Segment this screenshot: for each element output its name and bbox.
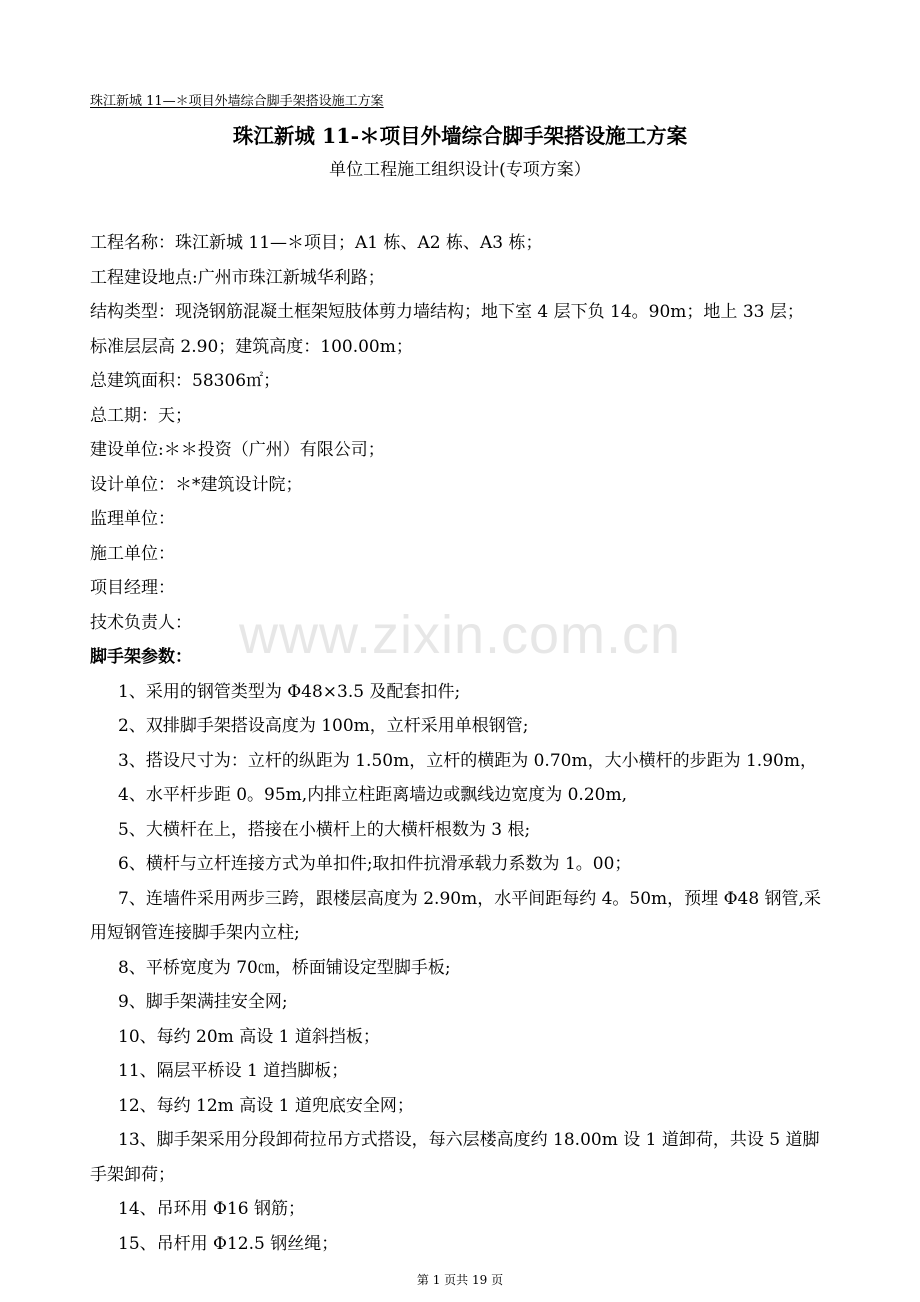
- param-item: 2、双排脚手架搭设高度为 100m，立杆采用单根钢管;: [118, 716, 529, 736]
- page-number-footer: 第 1 页共 19 页: [416, 1273, 504, 1287]
- running-header: 珠江新城 11—＊项目外墙综合脚手架搭设施工方案: [90, 94, 384, 109]
- document-body: [90, 226, 840, 1261]
- param-item: 8、平桥宽度为 70㎝，桥面铺设定型脚手板;: [118, 957, 451, 978]
- info-technical-lead: 技术负责人：: [90, 612, 192, 633]
- info-designer: 设计单位：＊*建筑设计院；: [90, 474, 303, 495]
- param-item: 5、大横杆在上，搭接在小横杆上的大横杆根数为 3 根;: [118, 819, 531, 840]
- document-subtitle: 单位工程施工组织设计(专项方案）: [329, 160, 591, 180]
- info-owner: 建设单位:＊＊投资（广州）有限公司；: [90, 440, 385, 460]
- param-item: 1、采用的钢管类型为 Φ48×3.5 及配套扣件;: [118, 681, 461, 702]
- params-heading: 脚手架参数：: [90, 647, 192, 667]
- param-item: 4、水平杆步距 0。95m,内排立柱距离墙边或飘线边宽度为 0.20m,: [118, 785, 627, 805]
- document-title: 珠江新城 11-＊项目外墙综合脚手架搭设施工方案: [232, 124, 688, 148]
- info-supervisor: 监理单位：: [90, 509, 175, 529]
- info-contractor: 施工单位：: [90, 543, 175, 564]
- info-duration: 总工期：天；: [90, 405, 192, 426]
- info-location: 工程建设地点:广州市珠江新城华利路；: [90, 267, 385, 288]
- param-item: 15、吊杆用 Φ12.5 钢丝绳；: [118, 1233, 339, 1254]
- param-item: 3、搭设尺寸为：立杆的纵距为 1.50m，立杆的横距为 0.70m，大小横杆的步距为 1.90m，: [118, 750, 817, 771]
- param-item: 14、吊环用 Φ16 钢筋；: [118, 1199, 306, 1219]
- param-item: 13、脚手架采用分段卸荷拉吊方式搭设，每六层楼高度约 18.00m 设 1 道卸荷，共设 5 道脚手架卸荷；: [90, 1130, 820, 1185]
- info-project-manager: 项目经理：: [90, 578, 175, 598]
- param-item: 6、横杆与立杆连接方式为单扣件;取扣件抗滑承载力系数为 1。00；: [118, 854, 632, 874]
- info-structure-type: 结构类型：现浇钢筋混凝土框架短肢体剪力墙结构；地下室 4 层下负 14。90m；地上 33 层；: [90, 302, 804, 322]
- param-item: 7、连墙件采用两步三跨，跟楼层高度为 2.90m，水平间距每约 4。50m，预埋 Φ48 钢管,采用短钢管连接脚手架内立柱;: [90, 888, 821, 943]
- param-item: 9、脚手架满挂安全网;: [118, 992, 288, 1012]
- info-total-area: 总建筑面积：58306㎡；: [90, 371, 281, 391]
- info-project-name: 工程名称：珠江新城 11—＊项目；A1 栋、A2 栋、A3 栋；: [90, 233, 543, 253]
- info-floor-height: 标准层层高 2.90；建筑高度：100.00m；: [90, 336, 413, 357]
- watermark: www.zixin.com.cn: [238, 605, 682, 665]
- param-item: 10、每约 20m 高设 1 道斜挡板；: [118, 1026, 380, 1047]
- param-item: 12、每约 12m 高设 1 道兜底安全网；: [118, 1095, 414, 1116]
- param-item: 11、隔层平桥设 1 道挡脚板；: [118, 1061, 349, 1081]
